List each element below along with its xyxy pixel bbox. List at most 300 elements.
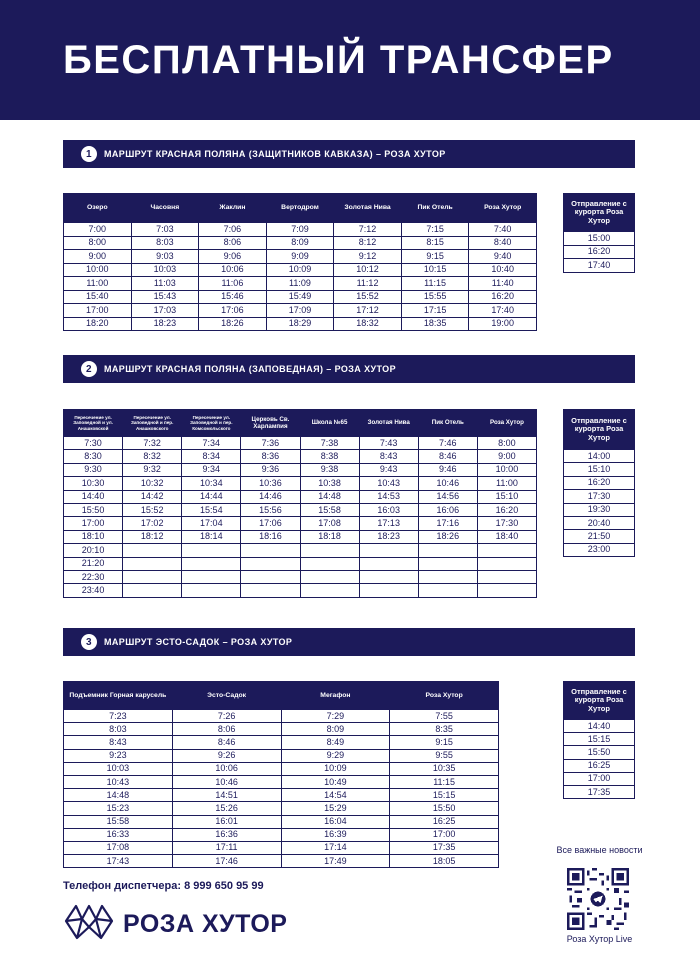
stop-header: Церковь Св. Харлампия bbox=[241, 410, 300, 437]
route-3-departure-table bbox=[563, 681, 635, 799]
time-cell: 16:20 bbox=[477, 503, 536, 516]
time-cell: 8:40 bbox=[469, 236, 537, 250]
time-cell bbox=[182, 557, 241, 570]
departure-time: 14:00 bbox=[564, 450, 635, 463]
route-1-departure-table bbox=[563, 193, 635, 273]
departure-time: 17:40 bbox=[564, 259, 635, 273]
departure-time: 20:40 bbox=[564, 516, 635, 529]
route-2-timetable bbox=[63, 409, 537, 598]
departure-header: Отправление с курорта Роза Хутор bbox=[564, 194, 635, 232]
time-cell: 10:35 bbox=[390, 762, 499, 775]
stop-header: Пересечение ул. Заповедной и ул. Анашковской bbox=[64, 410, 123, 437]
stop-header: Пересечение ул. Заповедной и пер. Анашковского bbox=[123, 410, 182, 437]
stop-header: Школа №65 bbox=[300, 410, 359, 437]
time-cell: 7:00 bbox=[64, 223, 132, 237]
time-cell: 17:43 bbox=[64, 855, 173, 868]
table-row bbox=[64, 855, 499, 868]
departure-time: 17:00 bbox=[564, 772, 635, 785]
time-cell: 15:46 bbox=[199, 290, 267, 304]
time-cell: 18:23 bbox=[131, 317, 199, 331]
time-cell: 8:03 bbox=[64, 723, 173, 736]
time-cell: 10:46 bbox=[418, 477, 477, 490]
time-cell: 8:00 bbox=[64, 236, 132, 250]
time-cell: 8:30 bbox=[64, 450, 123, 463]
departure-row bbox=[564, 530, 635, 543]
departure-row bbox=[564, 232, 635, 246]
time-cell: 18:40 bbox=[477, 530, 536, 543]
time-cell: 8:09 bbox=[266, 236, 334, 250]
time-cell: 10:36 bbox=[241, 477, 300, 490]
time-cell: 9:09 bbox=[266, 250, 334, 264]
time-cell bbox=[300, 570, 359, 583]
time-cell: 10:06 bbox=[172, 762, 281, 775]
time-cell: 10:00 bbox=[477, 463, 536, 476]
time-cell bbox=[123, 557, 182, 570]
table-row bbox=[64, 304, 537, 318]
time-cell: 7:43 bbox=[359, 437, 418, 450]
table-row bbox=[64, 789, 499, 802]
time-cell: 10:09 bbox=[281, 762, 390, 775]
table-row bbox=[64, 557, 537, 570]
time-cell: 10:00 bbox=[64, 263, 132, 277]
time-cell: 9:29 bbox=[281, 749, 390, 762]
time-cell: 18:05 bbox=[390, 855, 499, 868]
time-cell: 7:29 bbox=[281, 710, 390, 723]
time-cell: 17:08 bbox=[300, 517, 359, 530]
time-cell bbox=[300, 557, 359, 570]
logo-text: РОЗА ХУТОР bbox=[123, 910, 288, 938]
table-row bbox=[64, 841, 499, 854]
stop-header: Мегафон bbox=[281, 682, 390, 710]
time-cell: 15:58 bbox=[64, 815, 173, 828]
time-cell: 18:29 bbox=[266, 317, 334, 331]
table-row bbox=[64, 503, 537, 516]
table-row bbox=[64, 277, 537, 291]
time-cell: 15:10 bbox=[477, 490, 536, 503]
stop-header: Эсто-Садок bbox=[172, 682, 281, 710]
stop-header: Подъемник Горная карусель bbox=[64, 682, 173, 710]
time-cell: 9:26 bbox=[172, 749, 281, 762]
time-cell bbox=[477, 557, 536, 570]
stop-header: Пик Отель bbox=[401, 194, 469, 223]
time-cell bbox=[300, 584, 359, 597]
time-cell: 8:46 bbox=[172, 736, 281, 749]
time-cell: 15:40 bbox=[64, 290, 132, 304]
table-row bbox=[64, 437, 537, 450]
time-cell: 11:09 bbox=[266, 277, 334, 291]
time-cell bbox=[123, 544, 182, 557]
header-row bbox=[64, 410, 537, 437]
table-row bbox=[64, 263, 537, 277]
time-cell: 7:46 bbox=[418, 437, 477, 450]
time-cell: 17:03 bbox=[131, 304, 199, 318]
time-cell: 10:03 bbox=[131, 263, 199, 277]
departure-row bbox=[564, 450, 635, 463]
time-cell: 15:52 bbox=[334, 290, 402, 304]
time-cell: 9:38 bbox=[300, 463, 359, 476]
departure-time: 14:40 bbox=[564, 720, 635, 733]
time-cell: 11:00 bbox=[477, 477, 536, 490]
table-row bbox=[64, 317, 537, 331]
time-cell: 16:01 bbox=[172, 815, 281, 828]
time-cell: 8:15 bbox=[401, 236, 469, 250]
route-title: МАРШРУТ КРАСНАЯ ПОЛЯНА (ЗАПОВЕДНАЯ) – РОЗА ХУТОР bbox=[104, 364, 396, 374]
time-cell: 16:04 bbox=[281, 815, 390, 828]
time-cell: 11:00 bbox=[64, 277, 132, 291]
time-cell: 9:43 bbox=[359, 463, 418, 476]
stop-header: Роза Хутор bbox=[469, 194, 537, 223]
time-cell: 17:16 bbox=[418, 517, 477, 530]
time-cell: 8:43 bbox=[359, 450, 418, 463]
time-cell bbox=[477, 544, 536, 557]
departure-time: 23:00 bbox=[564, 543, 635, 556]
time-cell: 8:03 bbox=[131, 236, 199, 250]
time-cell: 17:40 bbox=[469, 304, 537, 318]
time-cell: 10:15 bbox=[401, 263, 469, 277]
route-title: МАРШРУТ ЭСТО-САДОК – РОЗА ХУТОР bbox=[104, 637, 293, 647]
table-row bbox=[64, 802, 499, 815]
time-cell: 9:23 bbox=[64, 749, 173, 762]
time-cell: 10:30 bbox=[64, 477, 123, 490]
time-cell: 11:03 bbox=[131, 277, 199, 291]
time-cell bbox=[182, 544, 241, 557]
time-cell bbox=[182, 584, 241, 597]
time-cell: 7:36 bbox=[241, 437, 300, 450]
time-cell: 18:20 bbox=[64, 317, 132, 331]
time-cell bbox=[359, 557, 418, 570]
time-cell: 17:09 bbox=[266, 304, 334, 318]
page-title: БЕСПЛАТНЫЙ ТРАНСФЕР bbox=[63, 38, 614, 82]
time-cell bbox=[241, 557, 300, 570]
time-cell: 8:38 bbox=[300, 450, 359, 463]
table-row bbox=[64, 530, 537, 543]
route-number-badge: 2 bbox=[81, 361, 97, 377]
departure-time: 17:35 bbox=[564, 785, 635, 798]
time-cell: 16:03 bbox=[359, 503, 418, 516]
time-cell: 22:30 bbox=[64, 570, 123, 583]
time-cell: 17:35 bbox=[390, 841, 499, 854]
time-cell bbox=[123, 584, 182, 597]
departure-row bbox=[564, 490, 635, 503]
stop-header: Золотая Нива bbox=[359, 410, 418, 437]
time-cell: 14:53 bbox=[359, 490, 418, 503]
departure-row bbox=[564, 516, 635, 529]
time-cell: 17:46 bbox=[172, 855, 281, 868]
time-cell: 18:18 bbox=[300, 530, 359, 543]
route-3-bar bbox=[63, 628, 635, 656]
time-cell: 7:06 bbox=[199, 223, 267, 237]
time-cell: 8:32 bbox=[123, 450, 182, 463]
departure-row bbox=[564, 503, 635, 516]
route-1-bar bbox=[63, 140, 635, 168]
time-cell: 8:36 bbox=[241, 450, 300, 463]
departure-header: Отправление с курорта Роза Хутор bbox=[564, 682, 635, 720]
time-cell: 7:12 bbox=[334, 223, 402, 237]
time-cell: 9:00 bbox=[64, 250, 132, 264]
time-cell: 10:06 bbox=[199, 263, 267, 277]
time-cell: 10:12 bbox=[334, 263, 402, 277]
time-cell: 15:15 bbox=[390, 789, 499, 802]
time-cell: 15:56 bbox=[241, 503, 300, 516]
departure-time: 16:20 bbox=[564, 245, 635, 259]
route-title: МАРШРУТ КРАСНАЯ ПОЛЯНА (ЗАЩИТНИКОВ КАВКАЗА) – РОЗА ХУТОР bbox=[104, 149, 446, 159]
time-cell: 17:04 bbox=[182, 517, 241, 530]
departure-row bbox=[564, 733, 635, 746]
stop-header: Роза Хутор bbox=[477, 410, 536, 437]
time-cell: 17:08 bbox=[64, 841, 173, 854]
stop-header: Часовня bbox=[131, 194, 199, 223]
stop-header: Вертодром bbox=[266, 194, 334, 223]
departure-row bbox=[564, 543, 635, 556]
time-cell: 14:51 bbox=[172, 789, 281, 802]
time-cell: 10:40 bbox=[469, 263, 537, 277]
time-cell: 14:40 bbox=[64, 490, 123, 503]
time-cell: 11:40 bbox=[469, 277, 537, 291]
time-cell bbox=[477, 570, 536, 583]
time-cell: 10:03 bbox=[64, 762, 173, 775]
time-cell: 18:12 bbox=[123, 530, 182, 543]
time-cell: 9:00 bbox=[477, 450, 536, 463]
route-number-badge: 3 bbox=[81, 634, 97, 650]
time-cell: 8:00 bbox=[477, 437, 536, 450]
time-cell: 7:40 bbox=[469, 223, 537, 237]
time-cell: 7:23 bbox=[64, 710, 173, 723]
time-cell: 9:40 bbox=[469, 250, 537, 264]
time-cell: 10:43 bbox=[359, 477, 418, 490]
time-cell: 9:15 bbox=[390, 736, 499, 749]
time-cell: 15:49 bbox=[266, 290, 334, 304]
time-cell: 10:49 bbox=[281, 775, 390, 788]
time-cell: 11:15 bbox=[401, 277, 469, 291]
time-cell: 7:34 bbox=[182, 437, 241, 450]
time-cell: 17:00 bbox=[390, 828, 499, 841]
table-row bbox=[64, 517, 537, 530]
time-cell: 18:26 bbox=[199, 317, 267, 331]
time-cell: 15:26 bbox=[172, 802, 281, 815]
time-cell: 14:54 bbox=[281, 789, 390, 802]
table-row bbox=[64, 290, 537, 304]
time-cell bbox=[182, 570, 241, 583]
departure-time: 15:50 bbox=[564, 746, 635, 759]
time-cell: 17:06 bbox=[241, 517, 300, 530]
departure-row bbox=[564, 772, 635, 785]
table-row bbox=[64, 463, 537, 476]
rosa-khutor-logo-icon bbox=[63, 903, 115, 946]
time-cell: 17:30 bbox=[477, 517, 536, 530]
time-cell: 15:55 bbox=[401, 290, 469, 304]
departure-row bbox=[564, 245, 635, 259]
time-cell: 15:58 bbox=[300, 503, 359, 516]
departure-row bbox=[564, 785, 635, 798]
time-cell: 11:12 bbox=[334, 277, 402, 291]
time-cell: 14:42 bbox=[123, 490, 182, 503]
time-cell bbox=[241, 584, 300, 597]
time-cell: 17:00 bbox=[64, 517, 123, 530]
time-cell: 20:10 bbox=[64, 544, 123, 557]
time-cell: 7:30 bbox=[64, 437, 123, 450]
time-cell: 10:09 bbox=[266, 263, 334, 277]
stop-header: Пересечение ул. Заповедной и пер. Комсомольского bbox=[182, 410, 241, 437]
time-cell: 11:15 bbox=[390, 775, 499, 788]
table-row bbox=[64, 477, 537, 490]
table-row bbox=[64, 710, 499, 723]
time-cell: 8:35 bbox=[390, 723, 499, 736]
time-cell: 15:23 bbox=[64, 802, 173, 815]
time-cell: 15:54 bbox=[182, 503, 241, 516]
time-cell: 17:12 bbox=[334, 304, 402, 318]
time-cell: 16:33 bbox=[64, 828, 173, 841]
departure-row bbox=[564, 759, 635, 772]
time-cell: 16:06 bbox=[418, 503, 477, 516]
table-row bbox=[64, 544, 537, 557]
time-cell: 14:56 bbox=[418, 490, 477, 503]
time-cell bbox=[418, 557, 477, 570]
table-row bbox=[64, 775, 499, 788]
time-cell: 19:00 bbox=[469, 317, 537, 331]
news-label: Все важные новости bbox=[556, 845, 643, 855]
time-cell: 9:32 bbox=[123, 463, 182, 476]
time-cell: 7:03 bbox=[131, 223, 199, 237]
time-cell bbox=[418, 584, 477, 597]
time-cell: 17:06 bbox=[199, 304, 267, 318]
table-row bbox=[64, 250, 537, 264]
table-row bbox=[64, 762, 499, 775]
departure-row bbox=[564, 720, 635, 733]
time-cell: 8:46 bbox=[418, 450, 477, 463]
stop-header: Пик Отель bbox=[418, 410, 477, 437]
route-number-badge: 1 bbox=[81, 146, 97, 162]
time-cell: 9:03 bbox=[131, 250, 199, 264]
departure-row bbox=[564, 746, 635, 759]
time-cell: 11:06 bbox=[199, 277, 267, 291]
time-cell: 17:14 bbox=[281, 841, 390, 854]
time-cell: 7:38 bbox=[300, 437, 359, 450]
time-cell: 14:48 bbox=[64, 789, 173, 802]
time-cell: 16:36 bbox=[172, 828, 281, 841]
stop-header: Озеро bbox=[64, 194, 132, 223]
time-cell: 9:46 bbox=[418, 463, 477, 476]
time-cell bbox=[300, 544, 359, 557]
time-cell: 15:29 bbox=[281, 802, 390, 815]
time-cell bbox=[241, 570, 300, 583]
departure-header: Отправление с курорта Роза Хутор bbox=[564, 410, 635, 450]
dispatcher-phone: Телефон диспетчера: 8 999 650 95 99 bbox=[63, 880, 264, 892]
time-cell: 8:43 bbox=[64, 736, 173, 749]
route-2-departure-table bbox=[563, 409, 635, 557]
time-cell: 10:46 bbox=[172, 775, 281, 788]
table-row bbox=[64, 828, 499, 841]
time-cell: 8:49 bbox=[281, 736, 390, 749]
route-1-timetable bbox=[63, 193, 537, 331]
departure-row bbox=[564, 259, 635, 273]
departure-time: 15:10 bbox=[564, 463, 635, 476]
time-cell: 23:40 bbox=[64, 584, 123, 597]
time-cell: 9:34 bbox=[182, 463, 241, 476]
table-row bbox=[64, 236, 537, 250]
time-cell: 7:55 bbox=[390, 710, 499, 723]
time-cell: 18:23 bbox=[359, 530, 418, 543]
time-cell bbox=[477, 584, 536, 597]
time-cell: 8:09 bbox=[281, 723, 390, 736]
time-cell bbox=[418, 570, 477, 583]
table-row bbox=[64, 490, 537, 503]
stop-header: Жаклин bbox=[199, 194, 267, 223]
qr-code-icon[interactable] bbox=[557, 866, 639, 932]
header-row bbox=[64, 682, 499, 710]
time-cell: 8:12 bbox=[334, 236, 402, 250]
time-cell bbox=[359, 570, 418, 583]
table-row bbox=[64, 815, 499, 828]
time-cell: 9:12 bbox=[334, 250, 402, 264]
departure-time: 17:30 bbox=[564, 490, 635, 503]
time-cell: 17:00 bbox=[64, 304, 132, 318]
time-cell: 17:11 bbox=[172, 841, 281, 854]
brand-logo bbox=[63, 903, 287, 946]
time-cell: 16:20 bbox=[469, 290, 537, 304]
time-cell: 7:26 bbox=[172, 710, 281, 723]
time-cell: 16:25 bbox=[390, 815, 499, 828]
time-cell: 18:35 bbox=[401, 317, 469, 331]
table-row bbox=[64, 223, 537, 237]
time-cell: 17:49 bbox=[281, 855, 390, 868]
time-cell bbox=[359, 544, 418, 557]
time-cell: 15:50 bbox=[390, 802, 499, 815]
time-cell: 9:15 bbox=[401, 250, 469, 264]
time-cell: 7:09 bbox=[266, 223, 334, 237]
table-row bbox=[64, 749, 499, 762]
time-cell: 7:32 bbox=[123, 437, 182, 450]
time-cell bbox=[241, 544, 300, 557]
time-cell: 10:34 bbox=[182, 477, 241, 490]
time-cell: 8:34 bbox=[182, 450, 241, 463]
header-row bbox=[64, 194, 537, 223]
stop-header: Золотая Нива bbox=[334, 194, 402, 223]
time-cell: 8:06 bbox=[199, 236, 267, 250]
time-cell bbox=[418, 544, 477, 557]
time-cell: 8:06 bbox=[172, 723, 281, 736]
time-cell: 9:36 bbox=[241, 463, 300, 476]
departure-row bbox=[564, 463, 635, 476]
departure-row bbox=[564, 476, 635, 489]
time-cell: 15:50 bbox=[64, 503, 123, 516]
time-cell bbox=[123, 570, 182, 583]
time-cell: 14:46 bbox=[241, 490, 300, 503]
time-cell: 10:32 bbox=[123, 477, 182, 490]
time-cell: 9:06 bbox=[199, 250, 267, 264]
table-row bbox=[64, 584, 537, 597]
time-cell: 16:39 bbox=[281, 828, 390, 841]
time-cell: 18:10 bbox=[64, 530, 123, 543]
table-row bbox=[64, 723, 499, 736]
time-cell: 15:43 bbox=[131, 290, 199, 304]
time-cell: 17:15 bbox=[401, 304, 469, 318]
table-row bbox=[64, 570, 537, 583]
time-cell: 17:13 bbox=[359, 517, 418, 530]
time-cell: 9:55 bbox=[390, 749, 499, 762]
route-3-timetable bbox=[63, 681, 499, 868]
departure-time: 21:50 bbox=[564, 530, 635, 543]
departure-time: 16:20 bbox=[564, 476, 635, 489]
qr-caption: Роза Хутор Live bbox=[566, 934, 633, 944]
departure-time: 19:30 bbox=[564, 503, 635, 516]
time-cell: 18:14 bbox=[182, 530, 241, 543]
time-cell bbox=[359, 584, 418, 597]
stop-header: Роза Хутор bbox=[390, 682, 499, 710]
departure-time: 15:15 bbox=[564, 733, 635, 746]
time-cell: 18:32 bbox=[334, 317, 402, 331]
departure-time: 16:25 bbox=[564, 759, 635, 772]
time-cell: 14:44 bbox=[182, 490, 241, 503]
